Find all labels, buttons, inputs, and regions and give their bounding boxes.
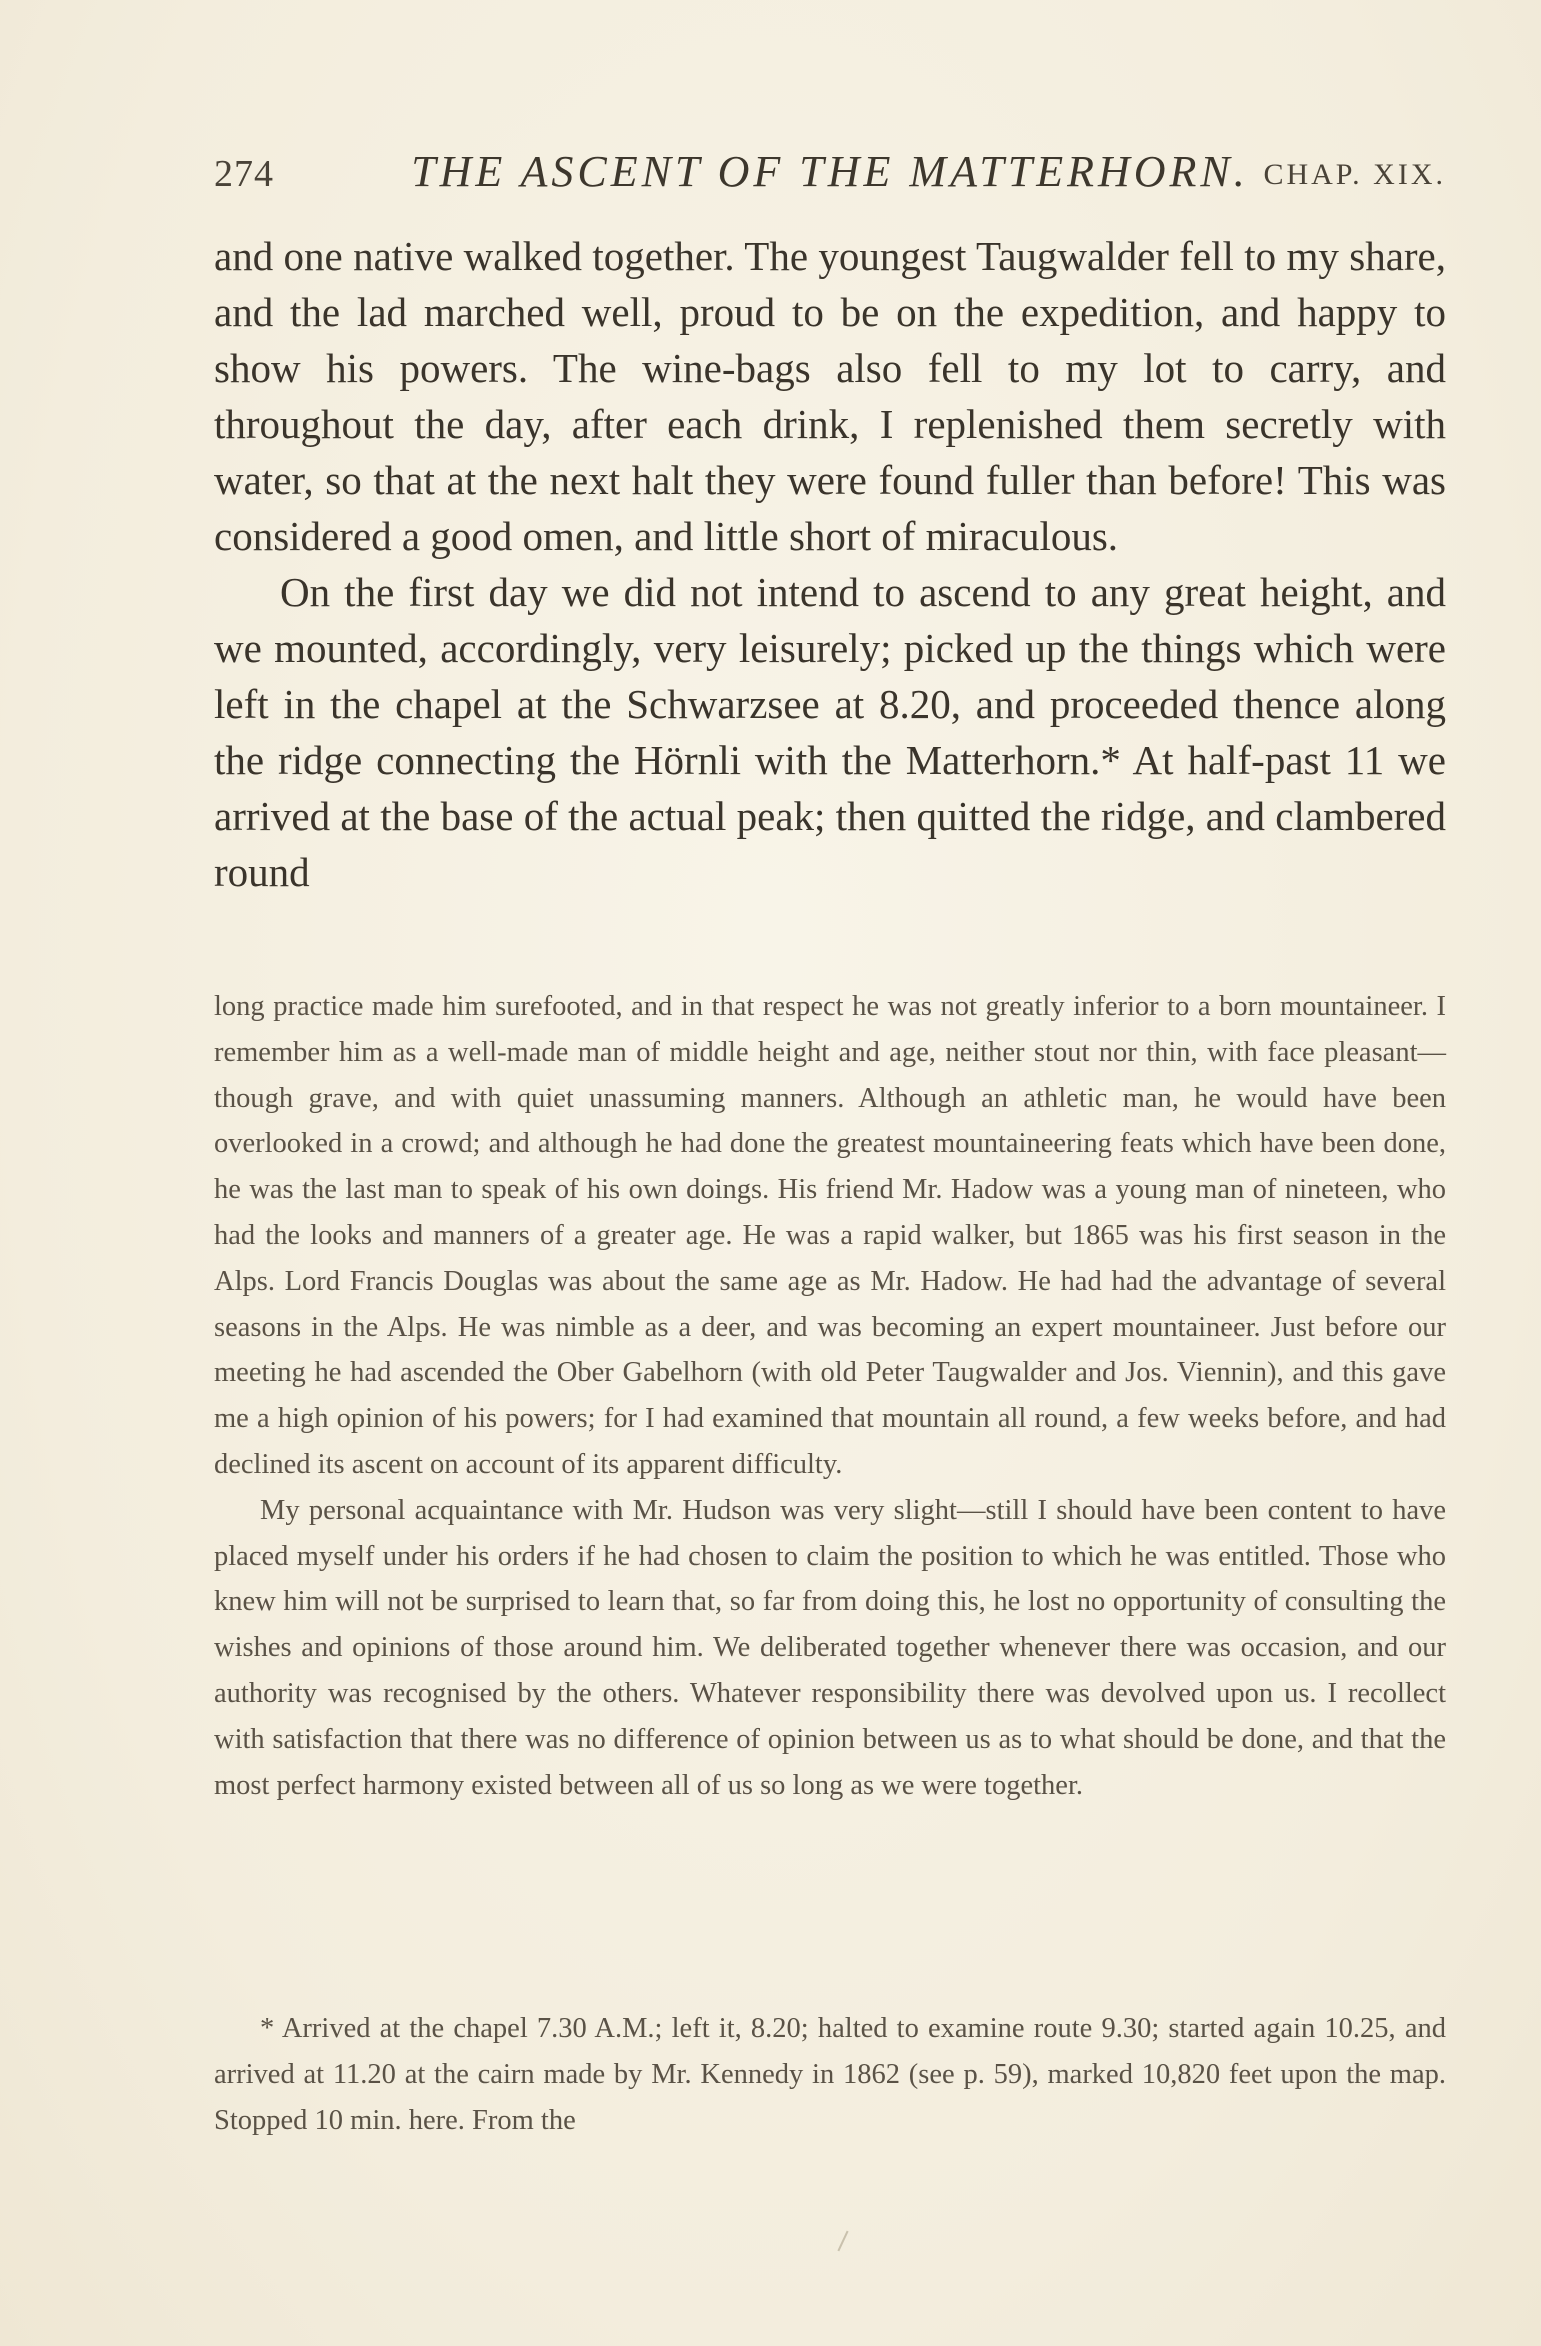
chapter-label: CHAP. XIX. bbox=[1263, 158, 1446, 191]
page-header bbox=[214, 146, 1446, 206]
page-number: 274 bbox=[214, 153, 274, 195]
running-title: THE ASCENT OF THE MATTERHORN. bbox=[411, 147, 1249, 196]
footnote bbox=[214, 2006, 1446, 2143]
note-text bbox=[214, 984, 1446, 1808]
note-paragraph: My personal acquaintance with Mr. Hudson was very slight—still I should have been content to have placed myself under his orders if he had chosen to claim the position to which he was entitled. Those who knew him will not be surprised to learn that, so far from doing this, he lost no opportunity of consulting the wishes and opinions of those around him. We deliberated together whenever there was occasion, and our authority was recognised by the others. Whatever responsibility there was devolved upon us. I recollect with satisfaction that there was no difference of opinion between us as to what should be done, and that the most perfect harmony existed between all of us so long as we were together. bbox=[214, 1494, 1446, 1801]
note-paragraph: long practice made him surefooted, and in that respect he was not greatly inferior to a born mountaineer. I remember him as a well-made man of middle height and age, neither stout nor thin, with face pleasant—though grave, and with quiet unassuming manners. Although an athletic man, he would have been overlooked in a crowd; and although he had done the greatest mountaineering feats which have been done, he was the last man to speak of his own doings. His friend Mr. Hadow was a young man of nineteen, who had the looks and manners of a greater age. He was a rapid walker, but 1865 was his first season in the Alps. Lord Francis Douglas was about the same age as Mr. Hadow. He had had the advantage of several seasons in the Alps. He was nimble as a deer, and was becoming an expert mountaineer. Just before our meeting he had ascended the Ober Gabelhorn (with old Peter Taugwalder and Jos. Viennin), and this gave me a high opinion of his powers; for I had examined that mountain all round, a few weeks before, and had declined its ascent on account of its apparent difficulty. bbox=[214, 991, 1446, 1480]
paper-mark bbox=[837, 2231, 848, 2252]
main-paragraph: On the first day we did not intend to ascend to any great height, and we mounted, accordingly, very leisurely; picked up the things which were left in the chapel at the Schwarzsee at 8.20, and proceeded thence along the ridge connecting the Hörnli with the Matterhorn.* At half-past 11 we arrived at the base of the actual peak; then quitted the ridge, and clambered round bbox=[214, 569, 1446, 895]
footnote-text: * Arrived at the chapel 7.30 A.M.; left it, 8.20; halted to examine route 9.30; started again 10.25, and arrived at 11.20 at the cairn made by Mr. Kennedy in 1862 (see p. 59), marked 10,820 feet upon the map. Stopped 10 min. here. From the bbox=[214, 2013, 1446, 2136]
main-paragraph: and one native walked together. The youngest Taugwalder fell to my share, and the lad marched well, proud to be on the expedition, and happy to show his powers. The wine-bags also fell to my lot to carry, and throughout the day, after each drink, I replenished them secretly with water, so that at the next halt they were found fuller than before! This was considered a good omen, and little short of miraculous. bbox=[214, 233, 1446, 559]
main-body-text bbox=[214, 228, 1446, 900]
